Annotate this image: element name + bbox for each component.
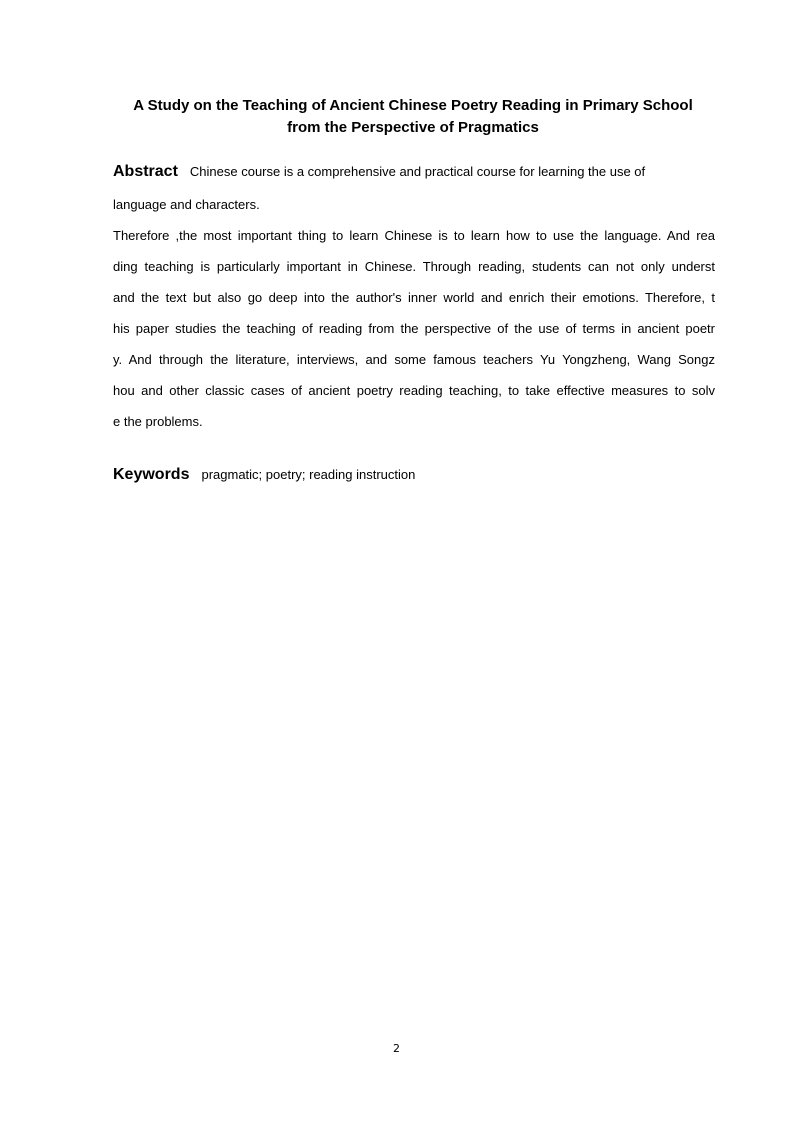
keywords-text: pragmatic; poetry; reading instruction xyxy=(201,467,416,482)
paper-title-line-2: from the Perspective of Pragmatics xyxy=(287,119,539,136)
keywords-line xyxy=(113,466,715,484)
abstract-line-9: e the problems. xyxy=(113,414,203,429)
keywords-heading: Keywords xyxy=(113,466,190,483)
abstract-line-2: language and characters. xyxy=(113,197,260,212)
abstract-line-6: his paper studies the teaching of reading from the perspective of the use of terms in ancient poetr xyxy=(113,321,715,336)
page-number: 2 xyxy=(393,1042,400,1055)
abstract-text: Chinese course is a comprehensive and practical course for learning the use of xyxy=(189,164,646,179)
abstract-line-1 xyxy=(113,163,715,181)
abstract-line-5: and the text but also go deep into the author's inner world and enrich their emotions. Therefore, t xyxy=(113,290,715,305)
paper-title-line-1: A Study on the Teaching of Ancient Chinese Poetry Reading in Primary School xyxy=(133,97,693,114)
abstract-line-3: Therefore ,the most important thing to learn Chinese is to learn how to use the language. And rea xyxy=(113,228,715,243)
abstract-line-7: y. And through the literature, interviews, and some famous teachers Yu Yongzheng, Wang Songz xyxy=(113,352,715,367)
abstract-heading: Abstract xyxy=(113,163,178,180)
abstract-line-8: hou and other classic cases of ancient poetry reading teaching, to take effective measures to solv xyxy=(113,383,715,398)
abstract-line-4: ding teaching is particularly important in Chinese. Through reading, students can not only underst xyxy=(113,259,715,274)
